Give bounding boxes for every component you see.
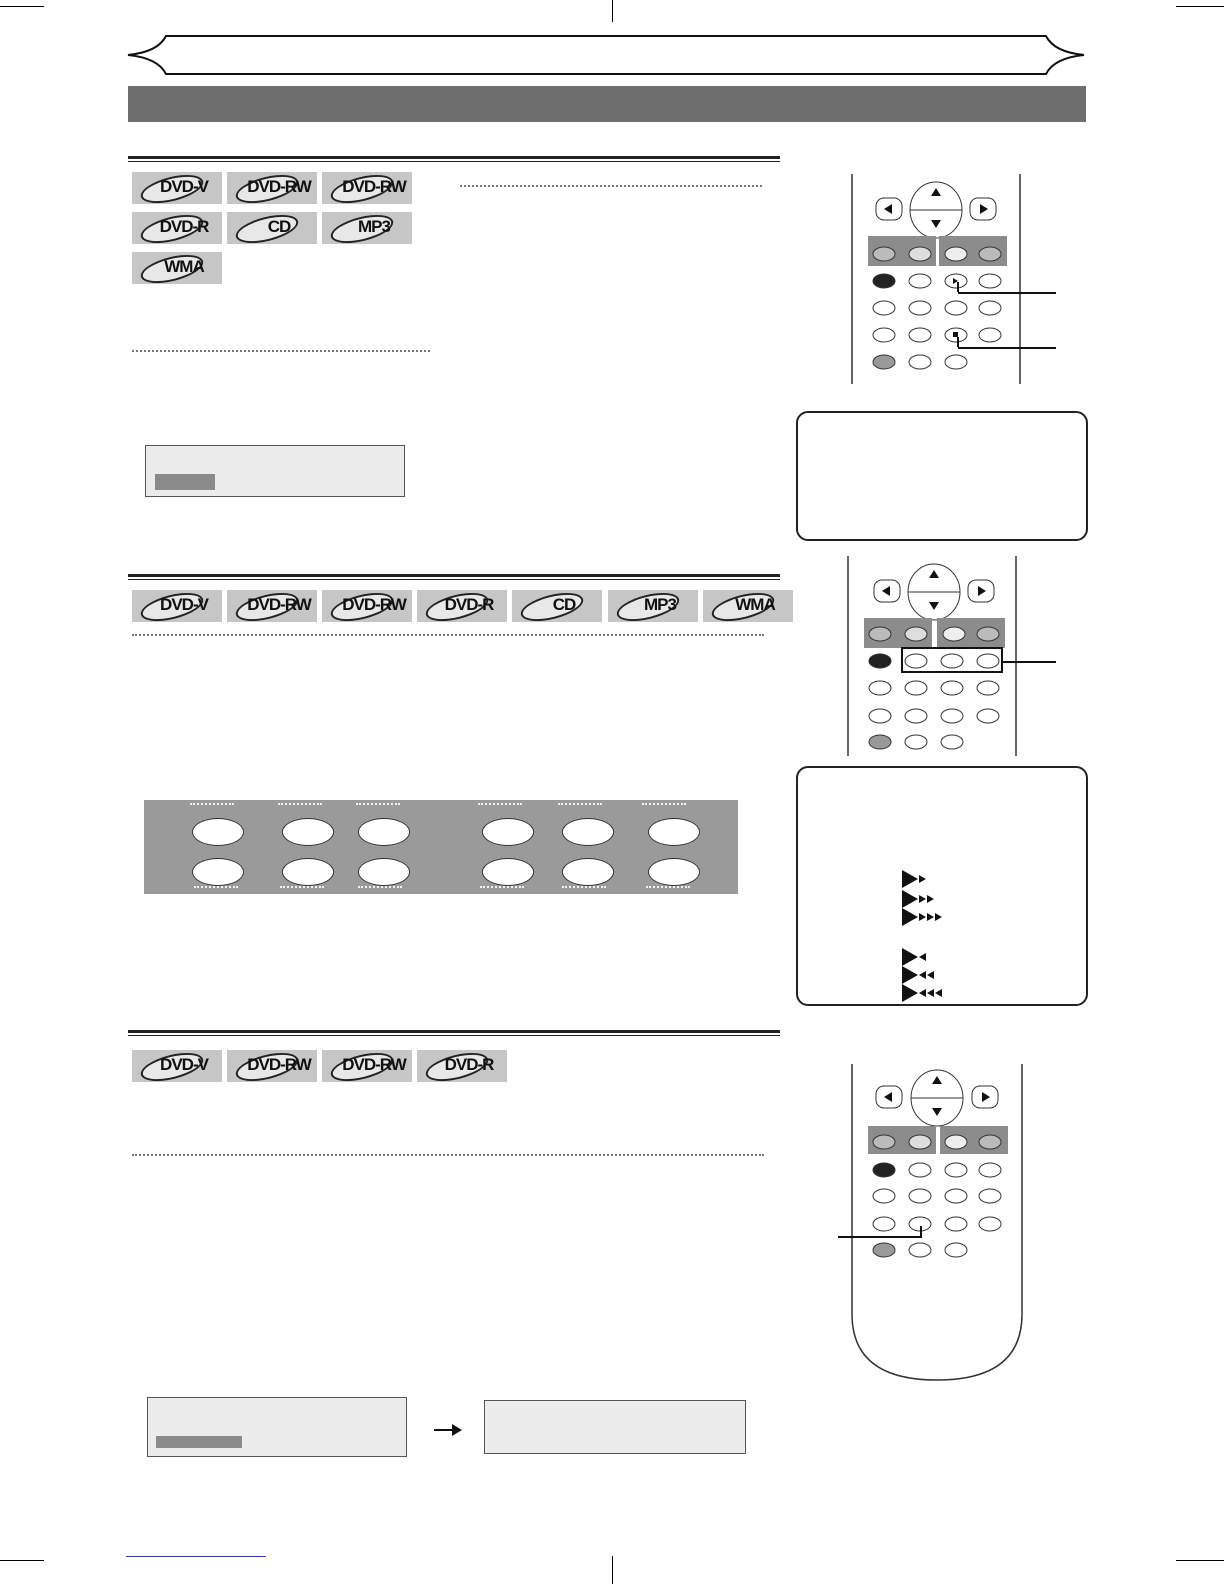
disc-badge: DVD-RW bbox=[322, 1050, 412, 1082]
disc-badge: DVD-V bbox=[132, 172, 222, 204]
crop-mark bbox=[0, 6, 44, 7]
speed-step-oval bbox=[482, 858, 534, 886]
crop-mark bbox=[0, 1560, 44, 1561]
dotted-divider bbox=[132, 1154, 764, 1156]
fast-forward-icon bbox=[902, 908, 942, 926]
forward-arrow-line bbox=[478, 803, 522, 805]
speed-step-oval bbox=[562, 818, 614, 846]
disc-badge: DVD-RW bbox=[227, 1050, 317, 1082]
disc-badge: CD bbox=[512, 590, 602, 622]
speed-step-oval bbox=[648, 818, 700, 846]
link-underline bbox=[126, 1556, 266, 1557]
disc-badge: DVD-R bbox=[417, 1050, 507, 1082]
dotted-divider bbox=[132, 350, 430, 352]
reverse-arrow-line bbox=[280, 886, 324, 888]
disc-badge: DVD-R bbox=[132, 212, 222, 244]
remote-control-icon bbox=[848, 1064, 1026, 1384]
tv-screen-display bbox=[484, 1400, 746, 1454]
speed-step-oval bbox=[192, 858, 244, 886]
rewind-icon bbox=[902, 984, 942, 1002]
forward-arrow-line bbox=[558, 803, 602, 805]
disc-badge: MP3 bbox=[608, 590, 698, 622]
screen-highlight-bar bbox=[155, 474, 215, 490]
rewind-icon bbox=[902, 966, 934, 984]
fast-forward-icon bbox=[902, 890, 934, 908]
crop-mark bbox=[1176, 6, 1224, 7]
disc-badge: DVD-RW bbox=[322, 590, 412, 622]
disc-badge: WMA bbox=[703, 590, 793, 622]
remote-control-icon bbox=[848, 174, 1024, 384]
disc-badge: DVD-RW bbox=[227, 590, 317, 622]
reverse-arrow-line bbox=[480, 886, 524, 888]
speed-callout bbox=[796, 766, 1088, 1006]
disc-badge: DVD-RW bbox=[322, 172, 412, 204]
arrow-right-icon bbox=[432, 1420, 464, 1440]
speed-step-oval bbox=[282, 818, 334, 846]
rewind-icon bbox=[902, 948, 926, 966]
crop-mark bbox=[612, 0, 613, 22]
section-banner bbox=[128, 86, 1086, 122]
note-callout bbox=[796, 411, 1088, 541]
reverse-arrow-line bbox=[562, 886, 606, 888]
fast-forward-icon bbox=[902, 870, 926, 888]
section-divider bbox=[128, 1030, 780, 1036]
speed-step-oval bbox=[482, 818, 534, 846]
disc-badge: DVD-V bbox=[132, 1050, 222, 1082]
disc-badge: DVD-RW bbox=[227, 172, 317, 204]
disc-badge: MP3 bbox=[322, 212, 412, 244]
pointer-line bbox=[958, 347, 1056, 349]
pointer-line bbox=[838, 1236, 922, 1238]
speed-diagram-panel bbox=[144, 800, 738, 894]
reverse-arrow-line bbox=[358, 886, 402, 888]
pointer-line bbox=[957, 337, 959, 347]
speed-step-oval bbox=[358, 818, 410, 846]
reverse-arrow-line bbox=[194, 886, 238, 888]
disc-badge: WMA bbox=[132, 252, 222, 284]
forward-arrow-line bbox=[356, 803, 400, 805]
pointer-line bbox=[958, 292, 1056, 294]
section-divider bbox=[128, 574, 780, 580]
remote-control-icon bbox=[844, 556, 1020, 756]
dotted-divider bbox=[460, 185, 762, 187]
tv-screen-display bbox=[145, 445, 405, 497]
pointer-line bbox=[957, 282, 959, 292]
disc-badge: DVD-V bbox=[132, 590, 222, 622]
crop-mark bbox=[1176, 1560, 1224, 1561]
speed-step-oval bbox=[192, 818, 244, 846]
disc-badge: DVD-R bbox=[417, 590, 507, 622]
section-divider bbox=[128, 156, 780, 162]
dotted-divider bbox=[132, 634, 764, 636]
header-scroll bbox=[126, 30, 1086, 80]
forward-arrow-line bbox=[190, 803, 234, 805]
speed-step-oval bbox=[648, 858, 700, 886]
speed-step-oval bbox=[358, 858, 410, 886]
forward-arrow-line bbox=[278, 803, 322, 805]
screen-highlight-bar bbox=[156, 1436, 242, 1448]
tv-screen-display bbox=[147, 1397, 407, 1457]
pointer-line bbox=[1002, 661, 1056, 663]
reverse-arrow-line bbox=[646, 886, 690, 888]
crop-mark bbox=[612, 1556, 613, 1584]
speed-step-oval bbox=[562, 858, 614, 886]
pointer-line bbox=[920, 1226, 922, 1236]
disc-badge: CD bbox=[227, 212, 317, 244]
forward-arrow-line bbox=[642, 803, 686, 805]
speed-step-oval bbox=[282, 858, 334, 886]
